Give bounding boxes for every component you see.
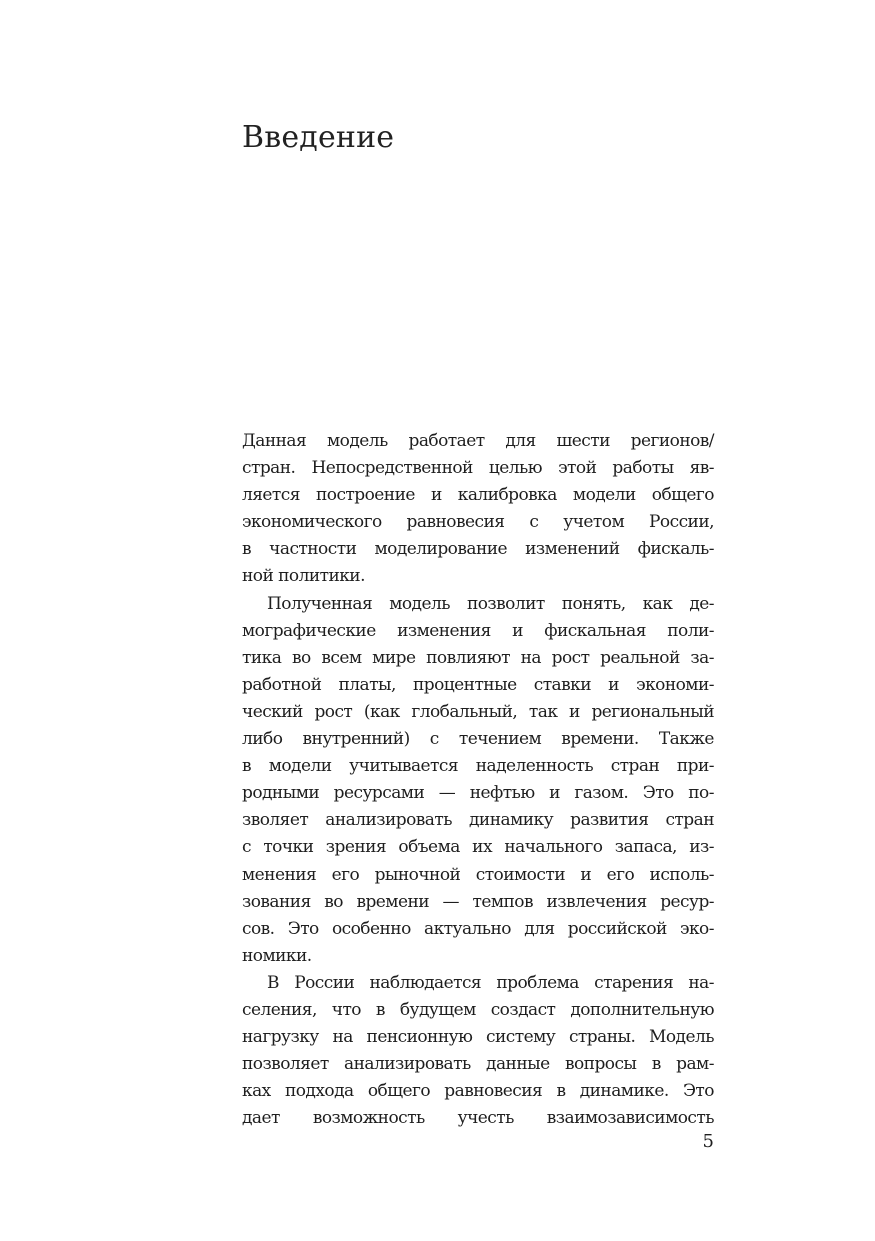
text-line: селения, что в будущем создаст дополнительную	[242, 999, 714, 1020]
text-line: зволяет анализировать динамику развития стран	[242, 810, 714, 831]
text-line: родными ресурсами — нефтью и газом. Это по-	[242, 783, 714, 804]
page-number: 5	[702, 1131, 714, 1152]
text-line: Полученная модель позволит понять, как де-	[267, 593, 714, 614]
text-line: номики.	[242, 945, 312, 966]
text-line: менения его рыночной стоимости и его исполь-	[242, 864, 714, 885]
text-line: зования во времени — темпов извлечения ресур-	[242, 891, 714, 912]
text-line: сов. Это особенно актуально для российской эко-	[242, 918, 714, 939]
text-line: с точки зрения объема их начального запаса, из-	[242, 837, 714, 858]
text-line: стран. Непосредственной целью этой работы яв-	[242, 458, 714, 479]
text-line: в частности моделирование изменений фискаль-	[242, 539, 714, 560]
paragraph	[242, 428, 714, 591]
text-line: тика во всем мире повлияют на рост реальной за-	[242, 647, 714, 668]
text-line: работной платы, процентные ставки и экономи-	[242, 674, 714, 695]
text-line: экономического равновесия с учетом России,	[242, 512, 714, 533]
text-line: ляется построение и калибровка модели общего	[242, 485, 714, 506]
paragraph	[242, 970, 714, 1133]
text-line: дает возможность учесть взаимозависимость	[242, 1108, 714, 1129]
text-line: Данная модель работает для шести регионов/	[242, 431, 714, 451]
body-text	[242, 428, 714, 1132]
text-line: В России наблюдается проблема старения на-	[267, 972, 714, 993]
page-title: Введение	[242, 120, 395, 155]
paragraph	[242, 591, 714, 970]
text-line: ческий рост (как глобальный, так и региональный	[242, 701, 714, 722]
text-line: ной политики.	[242, 566, 365, 587]
text-line: в модели учитывается наделенность стран при-	[242, 756, 714, 777]
text-line: мографические изменения и фискальная поли-	[242, 620, 714, 641]
text-line: позволяет анализировать данные вопросы в рам-	[242, 1054, 714, 1075]
text-line: нагрузку на пенсионную систему страны. Модель	[242, 1027, 714, 1048]
text-line: либо внутренний) с течением времени. Также	[242, 729, 714, 750]
text-line: ках подхода общего равновесия в динамике. Это	[242, 1081, 714, 1102]
